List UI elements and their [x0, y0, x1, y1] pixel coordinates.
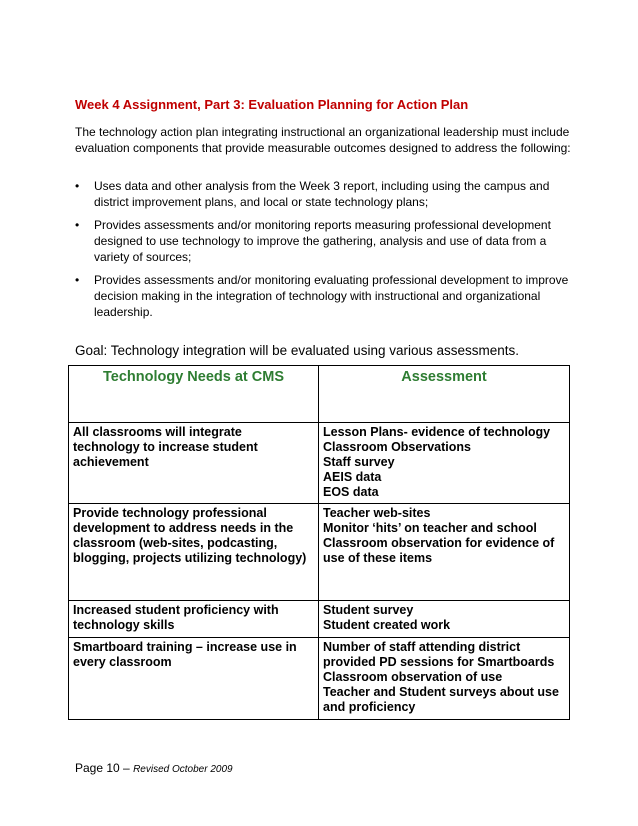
cell-line: technology skills — [73, 618, 175, 632]
cell-line: Provide technology professional — [73, 506, 267, 520]
cell-line: Teacher and Student surveys about use — [323, 685, 559, 699]
assessment-cell — [319, 504, 570, 601]
cell-line: technology to increase student — [73, 440, 258, 454]
table-row — [69, 504, 570, 601]
cell-line: and proficiency — [323, 700, 416, 714]
cell-line: Lesson Plans- evidence of technology — [323, 425, 551, 439]
cell-line: Teacher web-sites — [323, 506, 431, 520]
cell-line: Classroom observation of use — [323, 670, 503, 684]
cell-line: Classroom observation for evidence of — [323, 536, 555, 550]
intro-paragraph: The technology action plan integrating instructional an organizational leadership must include evaluation components that provide measurable outcomes designed to address the following: — [75, 125, 571, 155]
revision-date: Revised October 2009 — [133, 764, 233, 775]
need-cell — [69, 504, 319, 601]
assessment-cell — [319, 423, 570, 504]
cell-line: Student created work — [323, 618, 451, 632]
page-footer — [75, 761, 233, 775]
cell-line: provided PD sessions for Smartboards — [323, 655, 555, 669]
table-row — [69, 423, 570, 504]
cell-line: All classrooms will integrate — [73, 425, 242, 439]
table-header-row — [69, 366, 570, 423]
cell-line: Number of staff attending district — [323, 640, 521, 654]
assessment-cell — [319, 601, 570, 638]
assessment-cell — [319, 638, 570, 720]
header-assessment: Assessment — [319, 366, 570, 423]
cell-line: blogging, projects utilizing technology) — [73, 551, 307, 565]
cell-line: classroom (web-sites, podcasting, — [73, 536, 278, 550]
evaluation-table — [68, 365, 570, 720]
list-item: • Uses data and other analysis from the Week 3 report, including using the campus and district improvement plans, and local or state technology plans; — [75, 178, 575, 210]
requirements-list — [75, 178, 575, 327]
cell-line: AEIS data — [323, 470, 382, 484]
need-cell — [69, 423, 319, 504]
header-needs: Technology Needs at CMS — [69, 366, 319, 423]
cell-line: EOS data — [323, 485, 379, 499]
cell-line: Increased student proficiency with — [73, 603, 279, 617]
table-row — [69, 638, 570, 720]
page-number: Page 10 – — [75, 761, 134, 775]
list-item: • Provides assessments and/or monitoring reports measuring professional development designed to use technology to improve the gathering, analysis and use of data from a variety of sources; — [75, 217, 575, 265]
cell-line: achievement — [73, 455, 149, 469]
cell-line: Smartboard training – increase use in — [73, 640, 297, 654]
cell-line: development to address needs in the — [73, 521, 294, 535]
cell-line: Student survey — [323, 603, 414, 617]
cell-line: use of these items — [323, 551, 433, 565]
section-heading: Week 4 Assignment, Part 3: Evaluation Planning for Action Plan — [75, 97, 469, 112]
cell-line: every classroom — [73, 655, 172, 669]
cell-line: Classroom Observations — [323, 440, 471, 454]
cell-line: Monitor ‘hits’ on teacher and school — [323, 521, 537, 535]
goal-statement: Goal: Technology integration will be evaluated using various assessments. — [75, 343, 520, 358]
cell-line: Staff survey — [323, 455, 395, 469]
need-cell — [69, 601, 319, 638]
table-row — [69, 601, 570, 638]
list-item: • Provides assessments and/or monitoring evaluating professional development to improve decision making in the integration of technology with instructional and organizational leadership. — [75, 272, 575, 320]
need-cell — [69, 638, 319, 720]
